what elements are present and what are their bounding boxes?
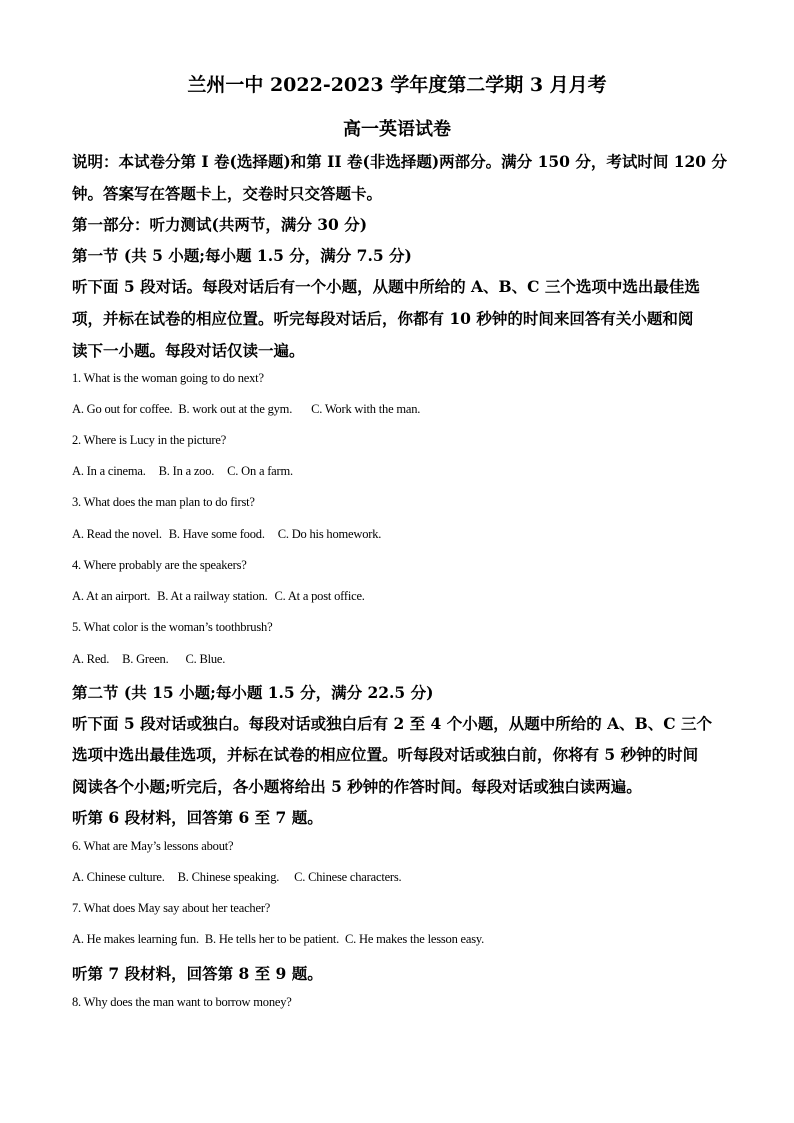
- question-4-options: [72, 589, 365, 604]
- section2-heading: 第二节 (共 15 小题;每小题 1.5 分，满分 22.5 分): [72, 683, 434, 702]
- instructions-line-2: 钟。答案写在答题卡上，交卷时只交答题卡。: [72, 184, 383, 203]
- question-3-stem: 3. What does the man plan to do first?: [72, 495, 255, 509]
- question-2-option-c: C. On a farm.: [227, 464, 293, 478]
- question-4-option-c: C. At a post office.: [274, 589, 365, 603]
- question-5-option-b: B. Green.: [122, 652, 169, 666]
- question-1-stem: 1. What is the woman going to do next?: [72, 371, 264, 385]
- exam-title: 兰州一中 2022-2023 学年度第二学期 3 月月考: [187, 74, 607, 96]
- question-7-option-a: A. He makes learning fun.: [72, 932, 199, 946]
- question-2-stem: 2. Where is Lucy in the picture?: [72, 433, 227, 447]
- material-7-heading: 听第 7 段材料，回答第 8 至 9 题。: [72, 964, 323, 983]
- part1-heading: 第一部分：听力测试(共两节，满分 30 分): [72, 215, 368, 234]
- question-4-option-a: A. At an airport.: [72, 589, 151, 603]
- question-6-stem: 6. What are May’s lessons about?: [72, 839, 234, 853]
- question-7-option-b: B. He tells her to be patient.: [204, 932, 340, 946]
- question-6-option-c: C. Chinese characters.: [294, 870, 402, 884]
- question-5-options: [72, 652, 225, 667]
- section1-directions-1: 听下面 5 段对话。每段对话后有一个小题，从题中所给的 A、B、C 三个选项中选出最佳选: [72, 277, 700, 296]
- question-4-stem: 4. Where probably are the speakers?: [72, 558, 247, 572]
- question-3-option-b: B. Have some food.: [168, 527, 265, 541]
- section1-directions-3: 读下一小题。每段对话仅读一遍。: [72, 341, 305, 360]
- question-7-stem: 7. What does May say about her teacher?: [72, 901, 271, 915]
- question-4-option-b: B. At a railway station.: [157, 589, 268, 603]
- section1-heading: 第一节 (共 5 小题;每小题 1.5 分，满分 7.5 分): [72, 246, 412, 265]
- question-6-options: [72, 870, 402, 885]
- question-1-option-b: B. work out at the gym.: [178, 402, 293, 416]
- question-3-option-c: C. Do his homework.: [277, 527, 382, 541]
- question-2-options: [72, 464, 293, 479]
- section2-directions-1: 听下面 5 段对话或独白。每段对话或独白后有 2 至 4 个小题，从题中所给的 A、B、C 三个: [72, 714, 712, 733]
- question-8-stem: 8. Why does the man want to borrow money?: [72, 995, 292, 1009]
- instructions-line-1: 说明：本试卷分第 I 卷(选择题)和第 II 卷(非选择题)两部分。满分 150 分，考试时间 120 分: [72, 152, 727, 171]
- question-6-option-a: A. Chinese culture.: [72, 870, 165, 884]
- question-1-options: [72, 402, 420, 417]
- question-5-stem: 5. What color is the woman’s toothbrush?: [72, 620, 273, 634]
- exam-subtitle: 高一英语试卷: [343, 119, 451, 140]
- question-7-options: [72, 932, 484, 947]
- section1-directions-2: 项，并标在试卷的相应位置。听完每段对话后，你都有 10 秒钟的时间来回答有关小题和阅: [72, 309, 694, 328]
- question-3-option-a: A. Read the novel.: [72, 527, 162, 541]
- section2-directions-3: 阅读各个小题;听完后，各小题将给出 5 秒钟的作答时间。每段对话或独白读两遍。: [72, 777, 642, 796]
- question-5-option-c: C. Blue.: [185, 652, 226, 666]
- question-1-option-c: C. Work with the man.: [311, 402, 421, 416]
- question-6-option-b: B. Chinese speaking.: [177, 870, 280, 884]
- section2-directions-2: 选项中选出最佳选项，并标在试卷的相应位置。听每段对话或独白前，你将有 5 秒钟的时间: [72, 745, 699, 764]
- question-3-options: [72, 527, 381, 542]
- question-1-option-a: A. Go out for coffee.: [72, 402, 173, 416]
- question-2-option-a: A. In a cinema.: [72, 464, 146, 478]
- question-7-option-c: C. He makes the lesson easy.: [345, 932, 485, 946]
- question-2-option-b: B. In a zoo.: [158, 464, 215, 478]
- material-6-heading: 听第 6 段材料，回答第 6 至 7 题。: [72, 808, 323, 827]
- question-5-option-a: A. Red.: [72, 652, 110, 666]
